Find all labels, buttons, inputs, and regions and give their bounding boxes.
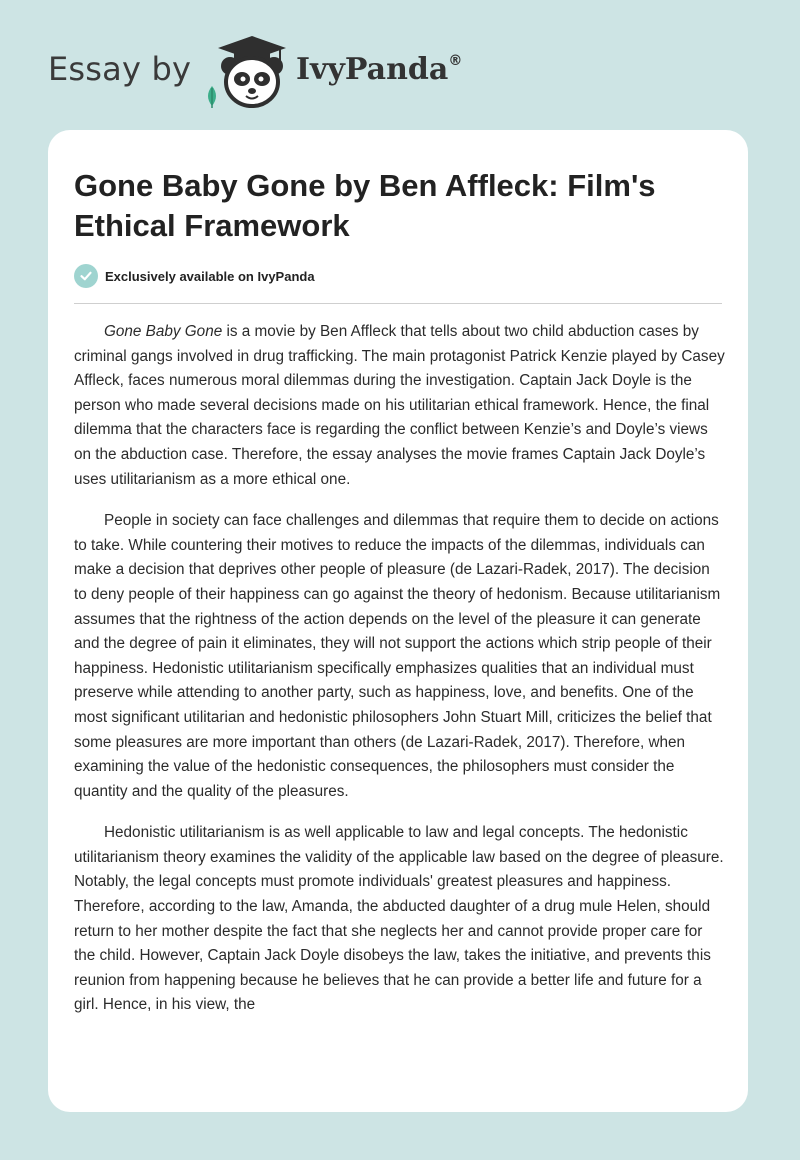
essay-title: Gone Baby Gone by Ben Affleck: Film's Ethical Framework bbox=[74, 168, 656, 243]
brand-prefix: Essay by bbox=[48, 50, 192, 88]
paragraph-text: Hedonistic utilitarianism is as well applicable to law and legal concepts. The hedonistic utilitarianism theory examines the validity of the applicable law based on the degree of pleasure. Notably, the legal concepts must promote individuals' greatest pleasures and happiness. Therefore, according to the law, Amanda, the abducted daughter of a drug mule Helen, should return to her mother despite the fact that she neglects her and cannot provide proper care for the child. However, Captain Jack Doyle disobeys the law, takes the initiative, and prevents this reunion from happening because he believes that he can provide a better life and future for a girl. Hence, in his view, the bbox=[74, 824, 724, 1014]
registered-mark: ® bbox=[448, 53, 463, 69]
essay-body bbox=[74, 320, 726, 1035]
essay-card bbox=[48, 130, 748, 1112]
paragraph-2 bbox=[74, 509, 726, 804]
site-header bbox=[0, 0, 800, 130]
paragraph-text: is a movie by Ben Affleck that tells about two child abduction cases by criminal gangs involved in drug trafficking. The main protagonist Patrick Kenzie played by Casey Affleck, faces numerous moral dilemmas during the investigation. Captain Jack Doyle is the person who made several decisions made on his utilitarian ethical framework. Hence, the final dilemma that the characters face is regarding the conflict between Kenzie’s and Doyle’s views on the abduction case. Therefore, the essay analyses the movie frames Captain Jack Doyle’s uses utilitarianism as a more ethical one. bbox=[74, 323, 725, 488]
paragraph-3 bbox=[74, 821, 726, 1018]
exclusive-badge bbox=[74, 264, 315, 288]
badge-text: Exclusively available on IvyPanda bbox=[105, 268, 315, 284]
divider bbox=[74, 303, 722, 304]
paragraph-1 bbox=[74, 320, 726, 492]
brand-name[interactable]: IvyPanda® bbox=[296, 52, 463, 87]
paragraph-text: People in society can face challenges and dilemmas that require them to decide on actions to take. While countering their motives to reduce the impacts of the dilemmas, individuals can make a decision that deprives other people of pleasure (de Lazari-Radek, 2017). The decision to deny people of their happiness can go against the theory of hedonism. Because utilitarianism assumes that the rightness of the action depends on the level of the pleasure it can generate and the degree of pain it eliminates, they will not support the actions which strip people of their happiness. Hedonistic utilitarianism specifically emphasizes qualities that an individual must preserve while attending to another party, such as happiness, love, and benefits. One of the most significant utilitarian and hedonistic philosophers John Stuart Mill, criticizes the belief that some pleasures are more important than others (de Lazari-Radek, 2017). Therefore, when examining the value of the hedonistic consequences, the philosophers must consider the quantity and the quality of the pleasures. bbox=[74, 512, 721, 800]
check-icon bbox=[74, 264, 98, 288]
movie-title-italic: Gone Baby Gone bbox=[104, 323, 223, 340]
panda-graduate-icon[interactable] bbox=[200, 34, 290, 110]
